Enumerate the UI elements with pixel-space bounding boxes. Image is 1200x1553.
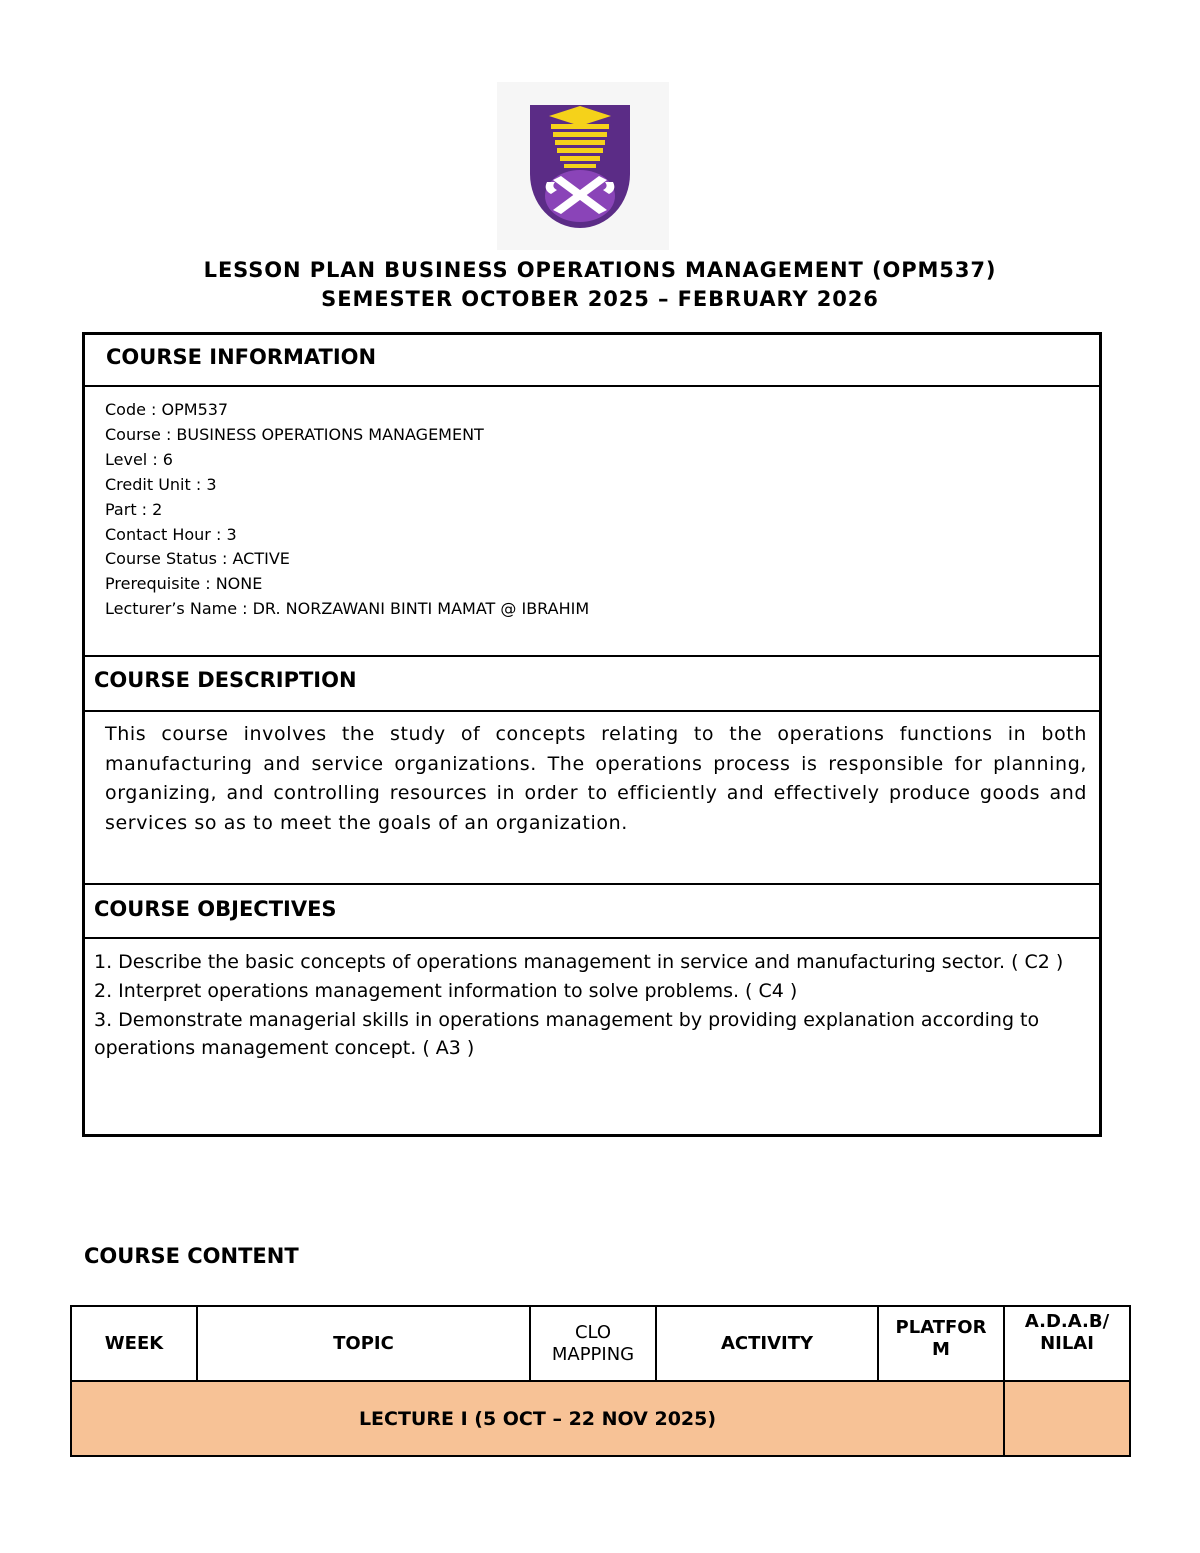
lecture-row (71, 1381, 1130, 1456)
course-information-list (105, 398, 589, 622)
info-line: Level : 6 (105, 449, 173, 469)
column-header-topic: TOPIC (197, 1306, 530, 1381)
column-header-platform: PLATFOR M (878, 1306, 1004, 1381)
info-line: Course : BUSINESS OPERATIONS MANAGEMENT (105, 424, 484, 444)
column-header-activity: ACTIVITY (656, 1306, 878, 1381)
title-line-2: SEMESTER OCTOBER 2025 – FEBRUARY 2026 (321, 287, 879, 311)
course-information-heading: COURSE INFORMATION (106, 345, 377, 369)
objective-item: 1. Describe the basic concepts of operations management in service and manufacturing sector. ( C2 ) (94, 951, 1064, 973)
info-line: Course Status : ACTIVE (105, 549, 290, 569)
objective-item: 3. Demonstrate managerial skills in operations management by providing explanation according to operations management concept. ( A3 ) (94, 1008, 1040, 1060)
column-header-week: WEEK (71, 1306, 197, 1381)
column-header-adab-nilai: A.D.A.B/ NILAI (1004, 1306, 1130, 1381)
course-objectives-list (94, 948, 1084, 1063)
document-title (0, 256, 1200, 314)
table-header-row (71, 1306, 1130, 1381)
divider (85, 385, 1099, 387)
course-description-text: This course involves the study of concepts relating to the operations functions in both manufacturing and service organizations. The operations process is responsible for planning, organizing, and controlling resources in order to efficiently and effectively produce goods and services so as to meet the goals of an organization. (105, 723, 1087, 834)
course-description-heading: COURSE DESCRIPTION (94, 668, 357, 692)
lecture-empty-cell (1004, 1381, 1130, 1456)
divider (85, 883, 1099, 885)
info-line: Lecturer’s Name : DR. NORZAWANI BINTI MAMAT @ IBRAHIM (105, 599, 590, 619)
objective-item: 2. Interpret operations management information to solve problems. ( C4 ) (94, 979, 798, 1002)
divider (85, 710, 1099, 712)
divider (85, 655, 1099, 657)
lecture-label: LECTURE I (5 OCT – 22 NOV 2025) (71, 1381, 1004, 1456)
course-objectives-heading: COURSE OBJECTIVES (94, 897, 337, 921)
info-line: Prerequisite : NONE (105, 574, 263, 594)
university-crest-logo (527, 102, 633, 230)
info-line: Contact Hour : 3 (105, 524, 237, 544)
title-line-1: LESSON PLAN BUSINESS OPERATIONS MANAGEMENT (OPM537) (203, 258, 997, 282)
logo-area (497, 82, 669, 250)
course-content-heading: COURSE CONTENT (84, 1244, 299, 1268)
info-line: Credit Unit : 3 (105, 474, 217, 494)
divider (85, 937, 1099, 939)
info-line: Code : OPM537 (105, 400, 229, 419)
course-content-table (70, 1305, 1131, 1457)
info-line: Part : 2 (105, 499, 163, 519)
course-details-box (82, 332, 1102, 1137)
column-header-clo-mapping: CLO MAPPING (530, 1306, 656, 1381)
